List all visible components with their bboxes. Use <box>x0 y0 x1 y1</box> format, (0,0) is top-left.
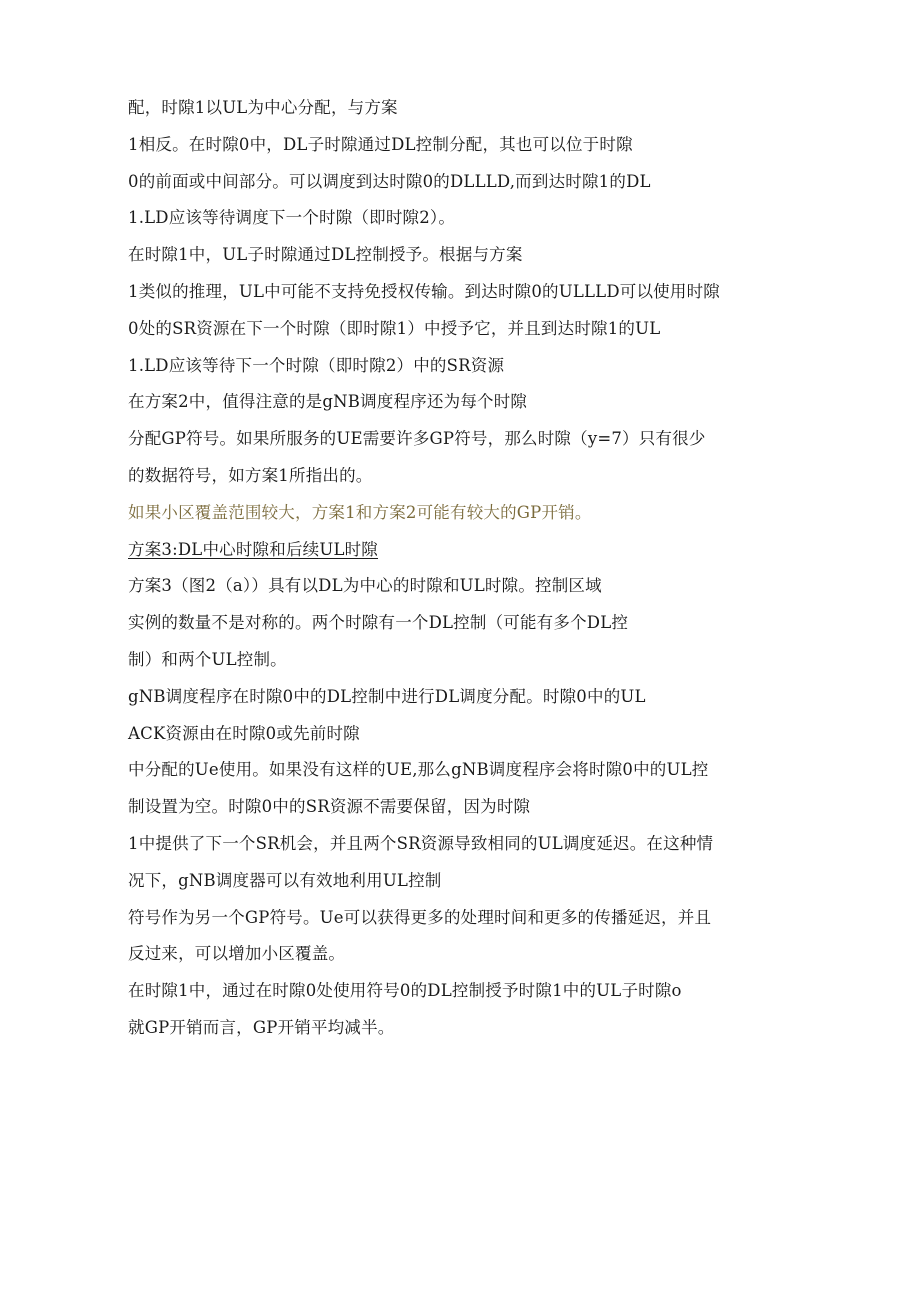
text-line: 制设置为空。时隙0中的SR资源不需要保留，因为时隙 <box>128 797 531 817</box>
text-line: 反过来，可以增加小区覆盖。 <box>128 944 346 964</box>
text-line: 的数据符号，如方案1所指出的。 <box>128 465 373 485</box>
text-line: 0的前面或中间部分。可以调度到达时隙0的DLLLD,而到达时隙1的DL <box>128 171 651 191</box>
text-line: 在方案2中，值得注意的是gNB调度程序还为每个时隙 <box>128 392 528 412</box>
text-line: 在时隙1中，通过在时隙0处使用符号0的DL控制授予时隙1中的UL子时隙o <box>128 981 682 1001</box>
text-line: 1.LD应该等待调度下一个时隙（即时隙2）。 <box>128 208 456 228</box>
text-line: 1.LD应该等待下一个时隙（即时隙2）中的SR资源 <box>128 355 505 375</box>
text-line: 就GP开销而言，GP开销平均减半。 <box>128 1017 395 1037</box>
text-line: 实例的数量不是对称的。两个时隙有一个DL控制（可能有多个DL控 <box>128 613 629 633</box>
text-line: 1中提供了下一个SR机会，并且两个SR资源导致相同的UL调度延迟。在这种情 <box>128 833 714 853</box>
highlighted-text-line: 如果小区覆盖范围较大，方案1和方案2可能有较大的GP开销。 <box>128 502 592 522</box>
text-line: 在时隙1中，UL子时隙通过DL控制授予。根据与方案 <box>128 245 523 265</box>
text-line: 1类似的推理，UL中可能不支持免授权传输。到达时隙0的ULLLD可以使用时隙 <box>128 281 720 301</box>
text-line: ACK资源由在时隙0或先前时隙 <box>128 723 360 743</box>
text-line: 1相反。在时隙0中，DL子时隙通过DL控制分配，其也可以位于时隙 <box>128 134 633 154</box>
text-line: gNB调度程序在时隙0中的DL控制中进行DL调度分配。时隙0中的UL <box>128 686 646 706</box>
document-body <box>128 90 808 1047</box>
text-line: 0处的SR资源在下一个时隙（即时隙1）中授予它，并且到达时隙1的UL <box>128 318 661 338</box>
text-line: 况下，gNB调度器可以有效地利用UL控制 <box>128 870 442 890</box>
text-line: 方案3（图2（a））具有以DL为中心的时隙和UL时隙。控制区域 <box>128 576 602 596</box>
text-line: 配，时隙1以UL为中心分配，与方案 <box>128 98 398 117</box>
text-line: 制）和两个UL控制。 <box>128 649 287 669</box>
text-line: 符号作为另一个GP符号。Ue可以获得更多的处理时间和更多的传播延迟，并且 <box>128 907 712 927</box>
text-line: 分配GP符号。如果所服务的UE需要许多GP符号，那么时隙（y=7）只有很少 <box>128 429 706 449</box>
section-heading: 方案3:DL中心时隙和后续UL时隙 <box>128 539 379 559</box>
text-line: 中分配的Ue使用。如果没有这样的UE,那么gNB调度程序会将时隙0中的UL控 <box>128 760 709 780</box>
